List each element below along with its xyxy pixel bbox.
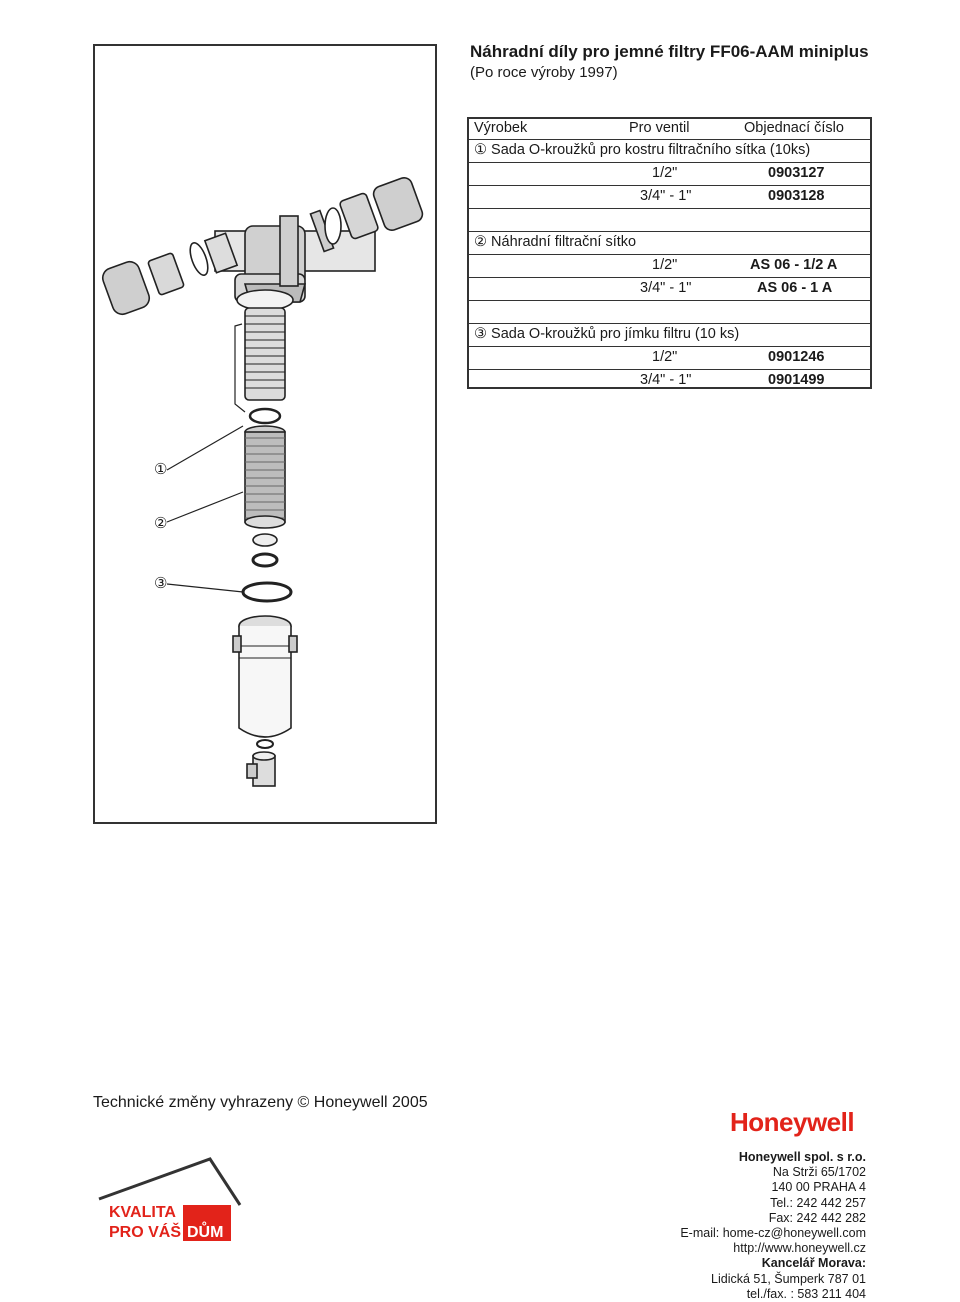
parts-table (467, 117, 872, 389)
office-title: Kancelář Morava: (761, 1256, 866, 1271)
left-fittings-icon (100, 233, 237, 317)
table-row (469, 163, 870, 186)
badge-line2a: PRO VÁŠ (109, 1224, 182, 1241)
header-order-number: Objednací číslo (744, 120, 844, 136)
table-row (469, 278, 870, 301)
roof-icon (99, 1159, 240, 1205)
header-product: Výrobek (474, 120, 528, 136)
group-1-label: ① Sada O-kroužků pro kostru filtračního sítka (10ks) (474, 142, 811, 158)
group-label-row (469, 232, 870, 255)
address-block (680, 1150, 866, 1302)
badge-line2b: DŮM (187, 1224, 224, 1241)
washer-1-icon (253, 534, 277, 546)
group-label-row (469, 324, 870, 347)
fax: Fax: 242 442 282 (768, 1210, 866, 1225)
group-3-label: ③ Sada O-kroužků pro jímku filtru (10 ks) (474, 326, 740, 342)
valve-size: 3/4" - 1" (640, 372, 692, 388)
group-label-row (469, 140, 870, 163)
callout-1: ① (154, 461, 168, 478)
order-number: AS 06 - 1/2 A (750, 257, 838, 273)
drain-valve-icon (247, 752, 275, 786)
table-row (469, 186, 870, 209)
order-number: 0901499 (768, 372, 825, 388)
valve-size: 3/4" - 1" (640, 188, 692, 204)
company-name: Honeywell spol. s r.o. (738, 1150, 866, 1164)
filter-mesh-icon (245, 426, 285, 528)
phone: Tel.: 242 442 257 (770, 1195, 866, 1210)
valve-size: 1/2" (652, 349, 678, 365)
website: http://www.honeywell.cz (733, 1241, 866, 1256)
footer-note: Technické změny vyhrazeny © Honeywell 2005 (93, 1094, 428, 1111)
washer-2-icon (253, 554, 277, 566)
table-row (469, 370, 870, 392)
header-valve: Pro ventil (629, 120, 690, 136)
o-ring-1-icon (250, 409, 280, 423)
order-number: AS 06 - 1 A (757, 280, 833, 296)
filter-bowl-icon (233, 616, 297, 737)
group-2-label: ② Náhradní filtrační sítko (474, 234, 637, 250)
drain-ring-icon (257, 740, 273, 748)
filter-insert-icon (245, 308, 285, 400)
city: 140 00 PRAHA 4 (771, 1180, 866, 1195)
o-ring-3-icon (243, 583, 291, 601)
valve-size: 1/2" (652, 165, 678, 181)
callout-3: ③ (154, 575, 168, 592)
honeywell-logo: Honeywell (730, 1107, 855, 1137)
order-number: 0903128 (768, 188, 825, 204)
spacer-row (469, 301, 870, 324)
badge-line1: KVALITA (109, 1204, 176, 1221)
page-subtitle: (Po roce výroby 1997) (470, 64, 618, 81)
office-street: Lidická 51, Šumperk 787 01 (711, 1271, 866, 1286)
table-header (469, 119, 870, 140)
table-row (469, 255, 870, 278)
office-phone: tel./fax. : 583 211 404 (746, 1286, 866, 1301)
order-number: 0901246 (768, 349, 825, 365)
page-title: Náhradní díly pro jemné filtry FF06-AAM miniplus (470, 42, 869, 61)
valve-size: 3/4" - 1" (640, 280, 692, 296)
filter-exploded-diagram (95, 46, 437, 822)
callout-2: ② (154, 515, 168, 532)
email: E-mail: home-cz@honeywell.com (680, 1226, 866, 1241)
spacer-row (469, 209, 870, 232)
table-row (469, 347, 870, 370)
quality-badge (95, 1155, 245, 1245)
order-number: 0903127 (768, 165, 825, 181)
valve-size: 1/2" (652, 257, 678, 273)
street: Na Strži 65/1702 (772, 1165, 866, 1180)
